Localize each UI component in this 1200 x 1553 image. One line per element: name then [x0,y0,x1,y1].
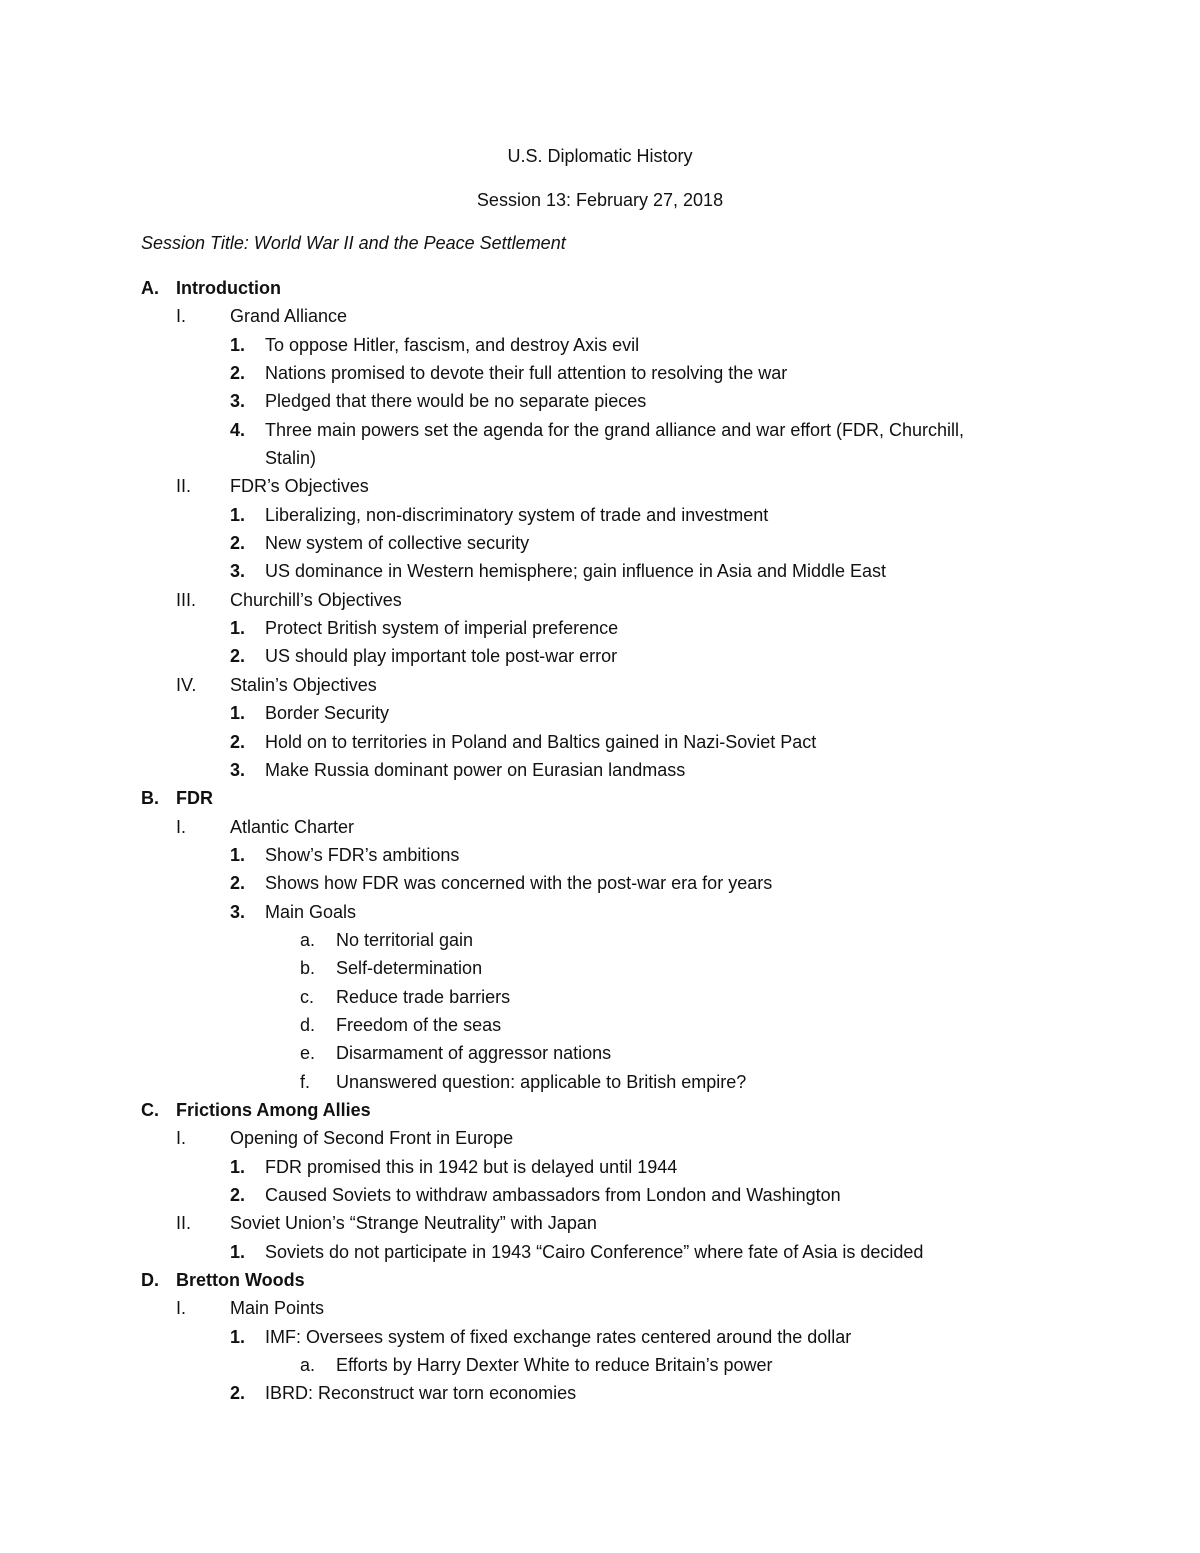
roman-item [0,671,1200,699]
numbered-item [0,359,1200,387]
list-marker: 2. [230,873,246,894]
list-text: IMF: Oversees system of fixed exchange rates centered around the dollar [265,1326,852,1347]
numbered-item [0,699,1200,727]
lettered-item [0,954,1200,982]
list-text: FDR’s Objectives [230,476,369,497]
list-text: Stalin) [265,448,317,469]
section-heading [0,784,1200,812]
outline [0,274,1200,1408]
numbered-item [0,728,1200,756]
list-text: Churchill’s Objectives [230,589,402,610]
list-marker: C. [141,1099,159,1120]
document-title: U.S. Diplomatic History [507,146,693,166]
numbered-item [0,529,1200,557]
list-text: FDR [176,788,213,809]
roman-item [0,813,1200,841]
list-marker: I. [176,306,187,327]
numbered-item [0,331,1200,359]
list-marker: c. [300,986,315,1007]
list-marker: 1. [230,334,246,355]
list-text: Three main powers set the agenda for the grand alliance and war effort (FDR, Churchill, [265,419,965,440]
list-marker: 2. [230,363,246,384]
list-marker: e. [300,1043,316,1064]
list-marker: 1. [230,844,246,865]
numbered-item [0,1153,1200,1181]
list-text: Nations promised to devote their full attention to resolving the war [265,363,788,384]
lettered-item [0,1068,1200,1096]
list-marker: 3. [230,901,246,922]
list-text: Reduce trade barriers [336,986,511,1007]
list-marker: 3. [230,759,246,780]
session-date: Session 13: February 27, 2018 [476,190,724,210]
list-text: Soviet Union’s “Strange Neutrality” with Japan [230,1213,597,1234]
list-text: Opening of Second Front in Europe [230,1128,514,1149]
list-marker: I. [176,1128,187,1149]
roman-item [0,586,1200,614]
numbered-item [0,756,1200,784]
list-text: Efforts by Harry Dexter White to reduce Britain’s power [336,1355,773,1376]
list-text: Bretton Woods [176,1270,305,1291]
numbered-item [0,1181,1200,1209]
list-marker: d. [300,1014,316,1035]
lettered-item [0,1351,1200,1379]
roman-item [0,472,1200,500]
list-marker: 3. [230,561,246,582]
list-marker: II. [176,476,192,497]
list-text: Protect British system of imperial preference [265,618,619,639]
list-marker: B. [141,788,159,809]
numbered-item [0,387,1200,415]
list-marker: 2. [230,533,246,554]
list-text: Hold on to territories in Poland and Baltics gained in Nazi-Soviet Pact [265,731,817,752]
list-marker: D. [141,1270,159,1291]
numbered-item [0,898,1200,926]
list-text: Make Russia dominant power on Eurasian landmass [265,759,686,780]
list-text: FDR promised this in 1942 but is delayed until 1944 [265,1156,678,1177]
list-marker: a. [300,1355,316,1376]
list-text: Frictions Among Allies [176,1099,371,1120]
list-text: Self-determination [336,958,483,979]
list-text: Show’s FDR’s ambitions [265,844,460,865]
session-title: Session Title: World War II and the Peace Settlement [141,233,566,253]
list-marker: II. [176,1213,192,1234]
numbered-item [0,1323,1200,1351]
list-marker: 2. [230,1185,246,1205]
lettered-item [0,983,1200,1011]
numbered-item [0,869,1200,897]
list-text: Caused Soviets to withdraw ambassadors from London and Washington [265,1185,841,1205]
list-text: New system of collective security [265,533,530,554]
list-text: Soviets do not participate in 1943 “Cairo Conference” where fate of Asia is decided [265,1241,924,1262]
list-marker: a. [300,929,316,950]
list-marker: 1. [230,1156,246,1177]
numbered-item [0,416,1200,444]
list-text: IBRD: Reconstruct war torn economies [265,1383,577,1404]
list-marker: 1. [230,504,246,525]
list-marker: 1. [230,618,246,639]
list-marker: 1. [230,1326,246,1347]
roman-item [0,302,1200,330]
list-marker: 3. [230,391,246,412]
list-text: Liberalizing, non-discriminatory system of trade and investment [265,504,769,525]
list-text: Atlantic Charter [230,816,355,837]
list-text: Shows how FDR was concerned with the post-war era for years [265,873,773,894]
lettered-item [0,1039,1200,1067]
section-heading [0,1266,1200,1294]
lettered-item [0,926,1200,954]
list-text: US should play important tole post-war error [265,646,618,667]
list-marker: b. [300,958,316,979]
list-marker: 2. [230,646,246,667]
list-marker: 2. [230,1383,246,1404]
list-marker: A. [141,278,159,298]
lettered-item [0,1011,1200,1039]
list-text: Disarmament of aggressor nations [336,1043,612,1064]
list-marker: 1. [230,1241,246,1262]
list-marker: 1. [230,703,246,724]
list-text: US dominance in Western hemisphere; gain influence in Asia and Middle East [265,561,887,582]
list-text: Stalin’s Objectives [230,674,377,695]
list-marker: I. [176,816,187,837]
list-marker: III. [176,589,197,610]
numbered-item [0,501,1200,529]
list-marker: f. [300,1071,311,1092]
list-marker: IV. [176,674,197,695]
roman-item [0,1124,1200,1152]
roman-item [0,1209,1200,1237]
list-text: Main Points [230,1298,325,1319]
continuation-line [0,444,1200,472]
numbered-item [0,642,1200,670]
list-marker: 2. [230,731,246,752]
section-heading [0,274,1200,302]
numbered-item [0,1379,1200,1407]
list-text: Unanswered question: applicable to British empire? [336,1071,747,1092]
list-text: Introduction [176,278,281,298]
section-heading [0,1096,1200,1124]
list-text: Grand Alliance [230,306,348,327]
list-marker: I. [176,1298,187,1319]
list-text: Freedom of the seas [336,1014,502,1035]
numbered-item [0,557,1200,585]
numbered-item [0,1238,1200,1266]
list-text: Border Security [265,703,390,724]
roman-item [0,1294,1200,1322]
list-text: Main Goals [265,901,357,922]
list-marker: 4. [230,419,246,440]
numbered-item [0,614,1200,642]
list-text: To oppose Hitler, fascism, and destroy Axis evil [265,334,640,355]
list-text: Pledged that there would be no separate pieces [265,391,647,412]
list-text: No territorial gain [336,929,474,950]
numbered-item [0,841,1200,869]
